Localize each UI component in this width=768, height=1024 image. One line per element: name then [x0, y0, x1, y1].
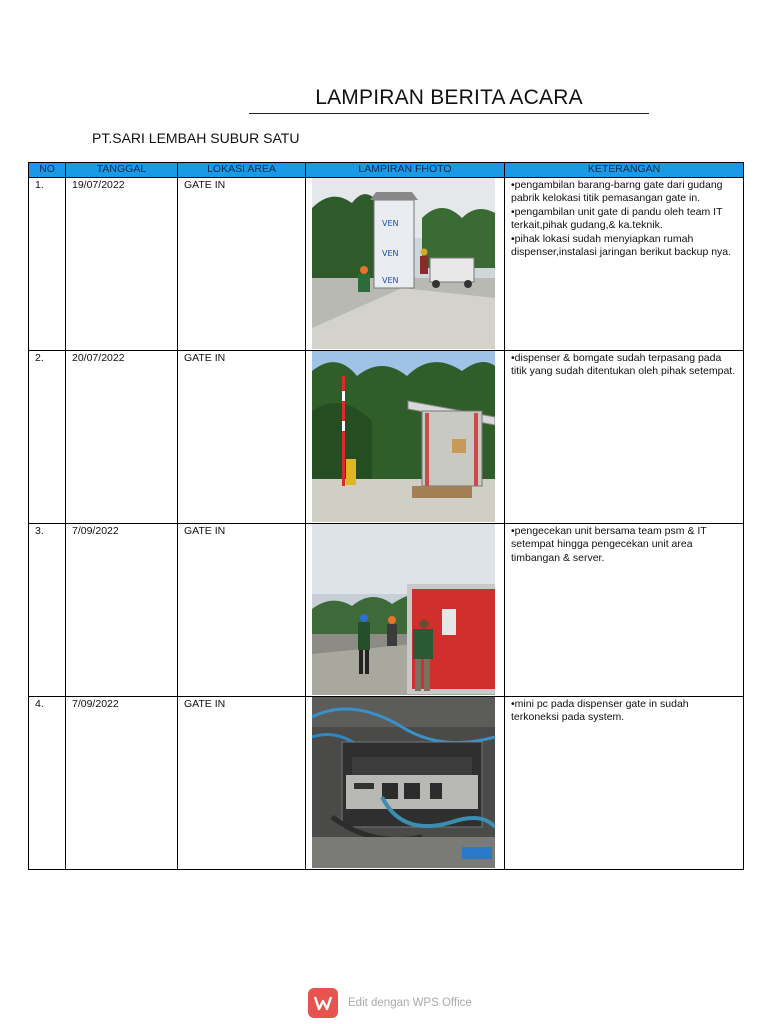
row-description: [505, 177, 744, 350]
svg-text:VEN: VEN: [382, 248, 399, 258]
site-photo: [312, 178, 495, 349]
header-keterangan: KETERANGAN: [505, 163, 744, 178]
watermark-text: Edit dengan WPS Office: [348, 997, 472, 1009]
row-description: [505, 696, 744, 869]
table-row: [29, 523, 744, 696]
svg-text:VEN: VEN: [382, 218, 399, 228]
table-header-row: [29, 163, 744, 178]
row-no: 4.: [29, 696, 66, 869]
site-photo: [312, 351, 495, 522]
row-location: GATE IN: [178, 177, 306, 350]
row-date: 7/09/2022: [66, 523, 178, 696]
row-date: 7/09/2022: [66, 696, 178, 869]
row-no: 3.: [29, 523, 66, 696]
row-location: GATE IN: [178, 696, 306, 869]
description-line: •pihak lokasi sudah menyiapkan rumah dispenser,instalasi jaringan berikut backup nya.: [511, 232, 732, 258]
description-line: •pengambilan barang-barng gate dari gudang pabrik kelokasi titik pemasangan gate in.: [511, 178, 723, 204]
description-line: •pengecekan unit bersama team psm & IT setempat hingga pengecekan unit area timbangan & server.: [511, 524, 707, 564]
header-no: NO: [29, 163, 66, 178]
site-photo: [312, 524, 495, 695]
row-location: GATE IN: [178, 350, 306, 523]
svg-text:VEN: VEN: [382, 275, 399, 285]
attachment-table: [28, 162, 744, 870]
table-row: [29, 177, 744, 350]
row-date: 19/07/2022: [66, 177, 178, 350]
row-date: 20/07/2022: [66, 350, 178, 523]
company-name: PT.SARI LEMBAH SUBUR SATU: [92, 130, 300, 146]
header-tanggal: TANGGAL: [66, 163, 178, 178]
header-lampiran-fhoto: LAMPIRAN FHOTO: [306, 163, 505, 178]
page-title: LAMPIRAN BERITA ACARA: [249, 86, 649, 114]
description-line: •pengambilan unit gate di pandu oleh team IT terkait,pihak gudang,& ka.teknik.: [511, 205, 723, 231]
header-lokasi-area: LOKASI AREA: [178, 163, 306, 178]
description-line: •dispenser & bomgate sudah terpasang pada titik yang sudah ditentukan oleh pihak setempat.: [511, 351, 736, 377]
row-no: 1.: [29, 177, 66, 350]
table-row: [29, 696, 744, 869]
row-description: [505, 523, 744, 696]
wps-logo-icon: [308, 988, 338, 1018]
description-line: •mini pc pada dispenser gate in sudah terkoneksi pada system.: [511, 697, 689, 723]
row-no: 2.: [29, 350, 66, 523]
row-description: [505, 350, 744, 523]
site-photo: [312, 697, 495, 868]
table-row: [29, 350, 744, 523]
wps-watermark[interactable]: [308, 988, 472, 1018]
row-location: GATE IN: [178, 523, 306, 696]
